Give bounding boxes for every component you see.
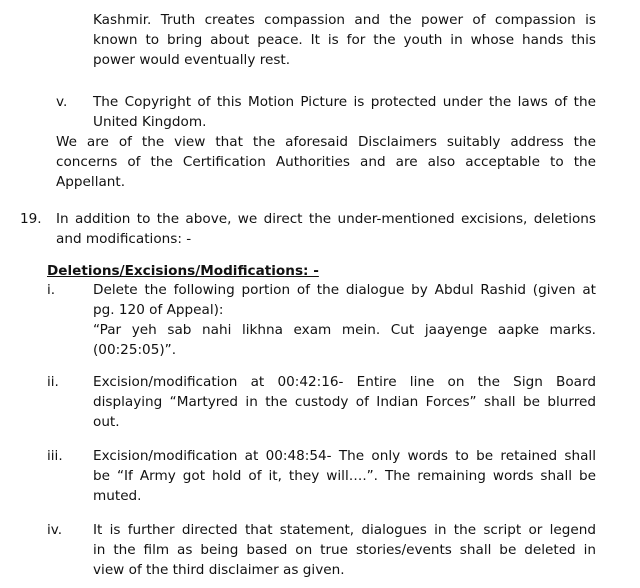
intro-line-2: known to bring about peace. It is for the youth in whose hands this [93,32,596,48]
item-iii-line-2: be “If Army got hold of it, they will….”. The remaining words shall be [93,468,596,484]
item-i-line-4: (00:25:05)”. [93,342,177,358]
item-i-text [93,280,596,360]
item-iv-text [93,520,596,580]
view-line-3: Appellant. [56,174,126,190]
item-ii-text [93,372,596,432]
disclaimer-v-text [93,92,596,132]
item-iii-text [93,446,596,506]
item-iv-label: iv. [47,522,63,538]
intro-line-1: Kashmir. Truth creates compassion and the power of compassion is [93,12,596,28]
item-iii-line-3: muted. [93,488,142,504]
item-ii-line-2: displaying “Martyred in the custody of Indian Forces” shall be blurred [93,394,596,410]
item-ii-line-3: out. [93,414,120,430]
intro-paragraph [93,10,596,70]
intro-line-3: power would eventually rest. [93,52,291,68]
disclaimer-v-line-1: The Copyright of this Motion Picture is protected under the laws of the [93,94,596,110]
item-i-label: i. [47,282,56,298]
paragraph-19-text [56,209,596,249]
section-heading: Deletions/Excisions/Modifications: - [47,263,319,279]
paragraph-19-line-1: In addition to the above, we direct the under-mentioned excisions, deletions [56,211,596,227]
item-iv-line-1: It is further directed that statement, dialogues in the script or legend [93,522,596,538]
item-iv-line-3: view of the third disclaimer as given. [93,562,345,578]
disclaimer-v-label: v. [56,94,68,110]
view-line-1: We are of the view that the aforesaid Disclaimers suitably address the [56,134,596,150]
item-iii-label: iii. [47,448,63,464]
paragraph-19-number: 19. [20,211,42,227]
view-paragraph [56,132,596,192]
item-i-line-3: “Par yeh sab nahi likhna exam mein. Cut jaayenge aapke marks. [93,322,596,338]
paragraph-19-line-2: and modifications: - [56,231,192,247]
view-line-2: concerns of the Certification Authorities and are also acceptable to the [56,154,596,170]
item-i-line-2: pg. 120 of Appeal): [93,302,224,318]
item-ii-label: ii. [47,374,59,390]
disclaimer-v-line-2: United Kingdom. [93,114,207,130]
item-iv-line-2: in the film as being based on true stories/events shall be deleted in [93,542,596,558]
item-ii-line-1: Excision/modification at 00:42:16- Entire line on the Sign Board [93,374,596,390]
item-iii-line-1: Excision/modification at 00:48:54- The only words to be retained shall [93,448,596,464]
item-i-line-1: Delete the following portion of the dialogue by Abdul Rashid (given at [93,282,596,298]
